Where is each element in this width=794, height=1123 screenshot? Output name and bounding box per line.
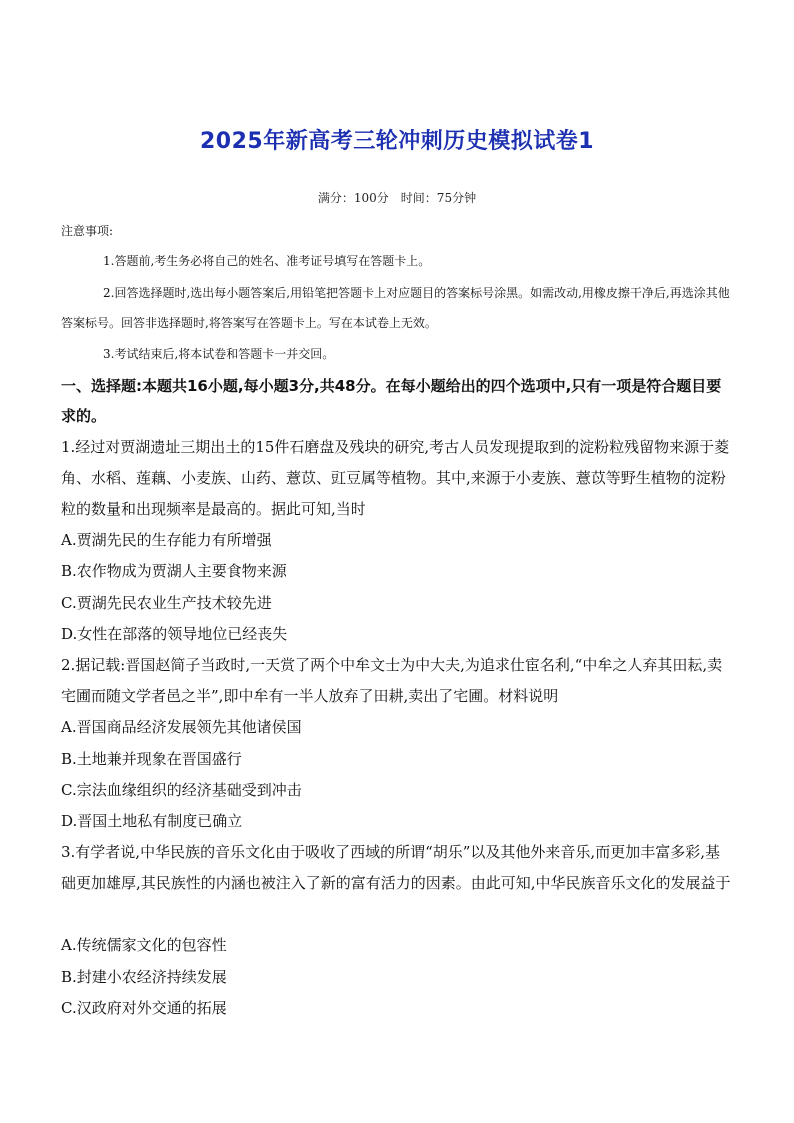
question-stem: 3.有学者说,中华民族的音乐文化由于吸收了西域的所谓“胡乐”以及其他外来音乐,而更加丰富多彩,基础更加雄厚,其民族性的内涵也被注入了新的富有活力的因素。由此可知,中华民族音乐文化的发展益于 (61, 843, 731, 892)
option-a: A.传统儒家文化的包容性 (61, 936, 227, 954)
option-a: A.晋国商品经济发展领先其他诸侯国 (61, 718, 302, 736)
option-b: B.土地兼并现象在晋国盛行 (61, 750, 242, 768)
note-item (61, 278, 733, 338)
note-text: 2.回答选择题时,选出每小题答案后,用铅笔把答题卡上对应题目的答案标号涂黑。如需改动,用橡皮擦干净后,再选涂其他答案标号。回答非选择题时,将答案写在答题卡上。写在本试卷上无效。 (61, 286, 730, 330)
option-c: C.汉政府对外交通的拓展 (61, 999, 227, 1017)
option-a: A.贾湖先民的生存能力有所增强 (61, 531, 272, 549)
section-heading: 一、选择题:本题共16小题,每小题3分,共48分。在每小题给出的四个选项中,只有一项是符合题目要求的。 (61, 377, 722, 425)
option-b: B.农作物成为贾湖人主要食物来源 (61, 562, 287, 580)
page-title: 2025年新高考三轮冲刺历史模拟试卷1 (199, 129, 595, 154)
note-text: 3.考试结束后,将本试卷和答题卡一并交回。 (103, 347, 335, 361)
option-d: D.女性在部落的领导地位已经丧失 (61, 625, 288, 643)
option-c: C.宗法血缘组织的经济基础受到冲击 (61, 781, 302, 799)
note-item (61, 339, 733, 369)
option-c: C.贾湖先民农业生产技术较先进 (61, 594, 272, 612)
exam-meta: 满分：100分 时间：75分钟 (317, 191, 477, 205)
question-stem: 1.经过对贾湖遗址三期出土的15件石磨盘及残块的研究,考古人员发现提取到的淀粉粒残留物来源于菱角、水稻、莲藕、小麦族、山药、薏苡、豇豆属等植物。其中,来源于小麦族、薏苡等野生植物的淀粉粒的数量和出现频率是最高的。据此可知,当时 (61, 438, 730, 518)
question-stem: 2.据记载:晋国赵简子当政时,一天赏了两个中牟文士为中大夫,为追求仕宦名利,“中牟之人弃其田耘,卖宅圃而随文学者邑之半”,即中牟有一半人放弃了田耕,卖出了宅圃。材料说明 (61, 656, 723, 705)
option-d: D.晋国土地私有制度已确立 (61, 812, 243, 830)
option-b: B.封建小农经济持续发展 (61, 968, 227, 986)
notes-heading: 注意事项: (61, 224, 114, 238)
note-text: 1.答题前,考生务必将自己的姓名、准考证号填写在答题卡上。 (103, 254, 431, 268)
note-item (61, 246, 733, 276)
